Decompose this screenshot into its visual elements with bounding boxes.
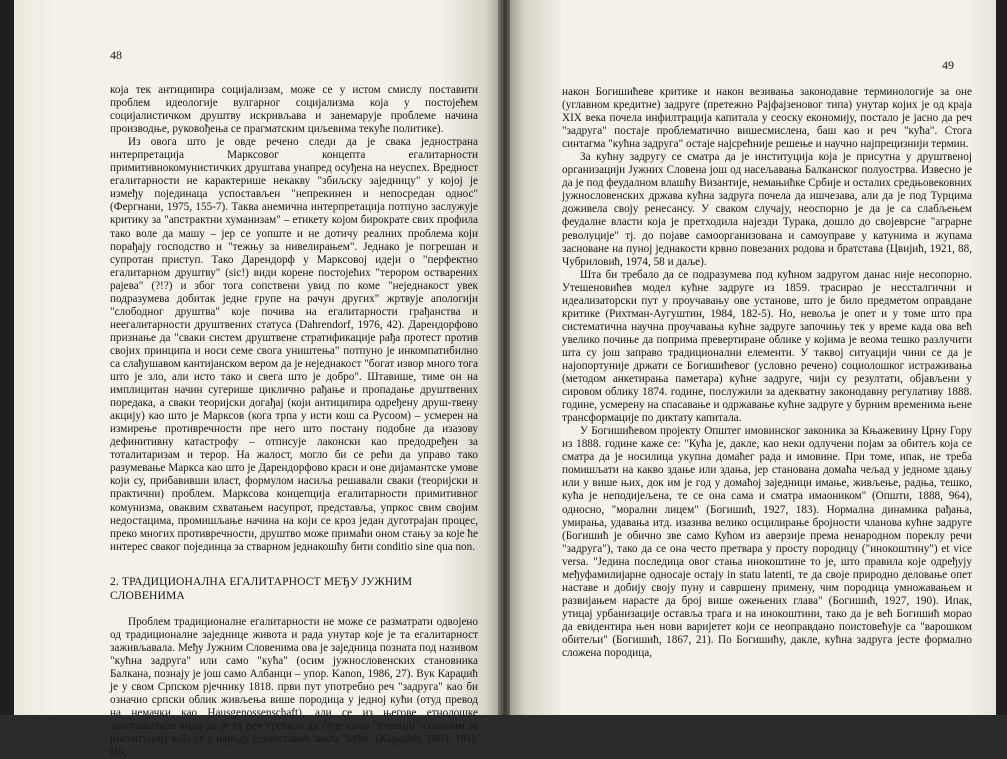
- right-page: [510, 0, 996, 715]
- left-page-body: [110, 84, 478, 759]
- paragraph: након Богишићеве критике и након везивања законодавне терминологије за оне (углавном кредитне) задруге (претежно Рајфајзеновог типа) унутар којих је од краја XIX века почела инфилтрација капитала у сеоску економију, постало је јасно да реч "задруга" постаје проблематично вишесмислена, баш као и реч "кућа". Стога синтагма "кућна задруга" остаје најсрећније решење и научно најпрецизнији термин.: [562, 86, 972, 151]
- paragraph: У Богишићевом пројекту Општег имовинског законика за Књажевину Црну Гору из 1888. године каже се: "Кућа је, дакле, као неки одлучени појам за обитељ која се сматра да је носилица укупна домаћег рада и имовине. При томе, ипак, не треба помишљати на какво здање или здања, јер станована домаћа чељад у једноме здању или у више њих, док им је год у домаћој заједници имање, живљење, радња, тешко, кућа је неподијељена, те се она сама и сматра имаоником" (Општи, 1888, 964), односно, "морални лицем" (Богишић, 1927, 183). Нормална динамика рађања, умирања, удавања итд. изазива велико осцилирање бројности чланова кућне задруге (Богишић је обично звe само Кућом из аверзије према ненародном пореклу речи "задруга"), тако да се она често претвара у просту породицу ("инокоштину") et vice versa. "Једина последица овог стања инокоштине то је, што правила које одређују међуфамилијарне односаје остају in statu latenti, те да своје природно деловање опет наставе и добију своју пуну и савршену примену, чим породица умножавањем и развијањем нарасте да број више ожењених глава" (Богишић, 1927, 190). Ипак, утицај урбанизације оставља трага и на инокоштини, тако да је већ Богишић морао да евидентира њен нови варијетет који се неоправдано поистовећује са "варошком обитељи" (Богишић, 1867, 21). По Богишићу, дакле, кућна задруга јесте формално сложена породица,: [562, 425, 972, 660]
- paragraph: Из овога што је овде речено следи да је свака једнострана интерпретација Марксовог концепта егалитарности примитивнокомунистичких друштава унапред осуђена на неуспех. Вредност егалитарности не карактерише некакву "збиљску заједницу" у којој је између појединаца успостављен "непрекинен и непосредан однос" (Фергнани, 1975, 155-7). Таква анемична интерпретација потпуно заслужује критику за "апстрактни хуманизам" – етикету којом бирократе свих профила тако воле да машу – јер се уопште и не дотичу реалних проблема који порађају господство и "тежњу за нивелирањем". Једнако је погрешан и супротан приступ. Тако Дарендорф у Марксовој идеји о "перфектно егалитарном друштву" (sic!) види корене постојећих "терором остварених рајева" (?!?) и због тога сопствени увид по коме "неједнакост увек подразумева добитак једне групе на рачун других" жртвује апологији "слободног друштва" које почива на егалитарности грађанства и неегалитарности друштвених статуса (Dahrendorf, 1976, 42). Дарендорфово признање да "сваки систем друштвене стратификације рађа протест против својих принципа и носи семе свога уништења" потпуно је инкомпатибилно са слађушавом кантијанском вером да је неједнакост "богат извор много тога што је зло, али исто тако и свега што је добро". Штавише, тиме он на имплицитан начин сугерише циклично рађање и пропадање друштвених поредака, а сваки теоријски догађај (који антиципира одређену друш-твену акцију) као што је Марксов (кога трпа у исти кош са Русоом) – усмерен на измирење противречности пре него што постану подобне да изазову дефинитивну катастрофу – отписује лаконски као предодређен за тоталитаризам и терор. На жалост, могло би се рећи да управо тако разумевање Маркса као што је Дарендорфово краси и оне дијамантске умове који су, прибавивши власт, формулом насиља решавали сваки (теоријски и практични) проблем. Марксова концепција егалитарности примитивног комунизма, оваквим схватањем насупрот, представља, упркос свим својим недостацима, промишљање начина на који се кроз један дуготрајан процес, преко многих противречности, друштво може примаћи оном стању за које ће интерес сваког појединца за стварном једнакошћу бити conditio sine qua non.: [110, 136, 478, 553]
- page-number: 48: [110, 48, 122, 62]
- section-heading: 2. ТРАДИЦИОНАЛНА ЕГАЛИТАРНОСТ МЕЂУ ЈУЖНИМ СЛОВЕНИМА: [110, 574, 413, 602]
- paragraph: Шта би требало да се подразумева под кућном задругом данас није несопорно. Утешеновићев модел кућне задруге из 1859. трасирао је нессталгични и идеализаторски пут у проучавању ове установе, што је било предметом оправдане критике (Рихтман-Аугуштин, 1984, 182-5). Но, невоља је опет и у томе што пра систематична научна проучавања кућне задруге започињу тек у време када ова већ увелико почиње да поприма превертиране облике у којима је веома тешко разлучити шта су још заправо традиционални елементи. У таквој ситуацији чини се да је најопортуније држати се Богишићевог (условно речено) социолошког истраживања (методом анкетирања паметара) кућне задруге, чији су резултати, објављени у сировом облику 1874. године, послужили за адекватну законодавну регулативу 1888. године, усмерену на спасавање и одржавање кућне задруге у бурним временима њене трансформације по диктату капитала.: [562, 268, 972, 425]
- paragraph: Проблем традиционалне егалитарности не може се разматрати одвојено од традиционалне заједнице живота и рада унутар које је та егалитарност заживљавала. Међу Јужним Словенима ова је заједница позната под називом "кућна задруга" или само "кућа" (осим јужнословенских становника Балкана, познају је још само Албанци – упор. Kanon, 1986, 27). Вук Караџић је у свом Српском рјечнику 1818. први пут употребио реч "задруга" као би означио српски облик живљења више породица у једној кући (отуд превод на немачки као Hausgenossenschaft), али се из његове етнолошке заоставштине види да је та реч требало да буде само "ученији" синоним за институцију која се у народу једноставно звала "кућа" (Караџић, 1969, 191). Но,: [110, 615, 478, 759]
- paragraph: која тек антиципира социјализам, може се у истом смислу поставити проблем идеологије вулгарног социјализма која у постојећем социјалистичком друштву искривљава и занемарује проблеме начина производње, руковођења се прагматским циљевима текуће политике).: [110, 84, 478, 136]
- right-page-body: [562, 86, 972, 660]
- paragraph: За кућну задругу се сматра да је институција која је присутна у друштвеној организацији Јужних Словена још од насељавања Балканског полуострва. Извесно је да је под феудалном влашћу Византије, немањићке Србије и осталих средњовековних јужнословенских држава кућна задруга почела да ишчезава, али да је под Турцима доживела своју ренесансу. У сваком случају, неоспорно је да је са слабљењем феудалне власти која је претходила најезди Турака, дошло до својеврсне "аграрне револуције" тј. до појаве самоорганизована и самоуправе у катунима и жупама заснованe на пуној једнакости крвно повезаних родова и братстава (Цвијић, 1921, 88, Чубриловић, 1974, 58 и даље).: [562, 151, 972, 268]
- page-number: 49: [942, 58, 954, 72]
- left-page: [14, 0, 500, 759]
